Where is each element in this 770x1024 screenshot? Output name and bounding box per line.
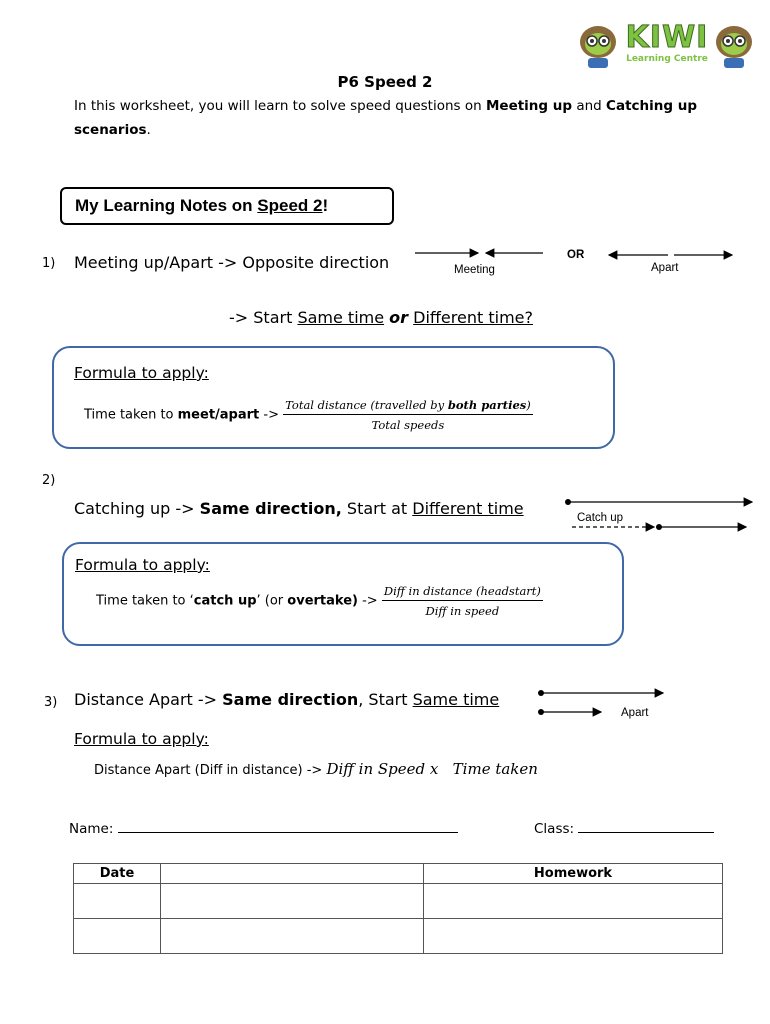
kiwi-logo bbox=[572, 20, 760, 72]
formula-title-3: Formula to apply: bbox=[74, 730, 209, 748]
formula3-prefix: Distance Apart (Diff in distance) -> bbox=[94, 763, 323, 778]
formula-2 bbox=[96, 584, 543, 618]
numerator1-a: Total distance (travelled by bbox=[285, 398, 448, 412]
section1-heading: Meeting up/Apart -> Opposite direction bbox=[74, 253, 390, 272]
s3-heading-prefix: Distance Apart -> bbox=[74, 690, 223, 709]
table-header-row bbox=[74, 864, 723, 884]
formula2-arrow: -> bbox=[357, 593, 378, 609]
apart-label: Apart bbox=[651, 262, 679, 274]
class-blank[interactable] bbox=[578, 832, 714, 833]
or-word: or bbox=[389, 308, 409, 327]
formula2-prefix: Time taken to ‘ bbox=[96, 593, 194, 609]
homework-table bbox=[73, 863, 723, 954]
subline-prefix: -> Start bbox=[229, 308, 298, 327]
s2-heading-bold: Same direction, bbox=[199, 499, 342, 518]
apart-label-2: Apart bbox=[621, 707, 649, 719]
table-cell[interactable] bbox=[161, 919, 424, 954]
name-label: Name: bbox=[69, 821, 114, 837]
fraction-1 bbox=[283, 398, 533, 432]
logo-text: KIWI bbox=[625, 20, 709, 55]
formula-title-1: Formula to apply: bbox=[74, 364, 209, 382]
table-cell[interactable] bbox=[74, 919, 161, 954]
table-header-date: Date bbox=[74, 864, 161, 884]
class-label: Class: bbox=[534, 821, 575, 837]
denominator2: Diff in speed bbox=[425, 604, 500, 618]
section1-number: 1) bbox=[42, 256, 56, 271]
table-row bbox=[74, 919, 723, 954]
distance-apart-arrows-icon bbox=[535, 686, 675, 720]
intro-middle: and bbox=[572, 98, 607, 114]
table-header-homework: Homework bbox=[424, 864, 723, 884]
denominator1: Total speeds bbox=[371, 418, 445, 432]
section2-number: 2) bbox=[42, 473, 56, 488]
section2-heading bbox=[74, 499, 524, 518]
table-cell[interactable] bbox=[424, 919, 723, 954]
page-title: P6 Speed 2 bbox=[337, 73, 433, 91]
meeting-label: Meeting bbox=[454, 264, 495, 276]
notes-underlined: Speed 2 bbox=[257, 196, 323, 215]
formula2-bold: catch up bbox=[193, 593, 257, 609]
fraction-2 bbox=[382, 584, 543, 618]
or-label: OR bbox=[567, 249, 585, 261]
logo-subtext: Learning Centre bbox=[626, 54, 708, 64]
formula-title-2: Formula to apply: bbox=[75, 556, 210, 574]
table-row bbox=[74, 884, 723, 919]
table-header-blank bbox=[161, 864, 424, 884]
s2-heading-mid: Start at bbox=[341, 499, 413, 518]
s3-heading-bold: Same direction bbox=[222, 690, 359, 709]
class-field[interactable] bbox=[534, 821, 714, 837]
section1-subline bbox=[229, 308, 533, 327]
table-cell[interactable] bbox=[74, 884, 161, 919]
intro-line2-bold: scenarios bbox=[74, 122, 147, 138]
learning-notes-heading bbox=[60, 187, 394, 225]
numerator1-bold: both parties bbox=[447, 398, 527, 412]
catch-up-label: Catch up bbox=[577, 512, 624, 524]
formula-1 bbox=[84, 398, 533, 432]
s3-heading-underlined: Same time bbox=[412, 690, 500, 709]
formula3-math: Diff in Speed x Time taken bbox=[326, 760, 538, 778]
table-cell[interactable] bbox=[424, 884, 723, 919]
formula2-bold2: overtake) bbox=[287, 593, 358, 609]
s2-heading-underlined: Different time bbox=[412, 499, 524, 518]
same-time-text: Same time bbox=[297, 308, 385, 327]
name-field[interactable] bbox=[69, 821, 458, 837]
table-cell[interactable] bbox=[161, 884, 424, 919]
s3-heading-mid: , Start bbox=[358, 690, 413, 709]
intro-prefix: In this worksheet, you will learn to solve speed questions on bbox=[74, 98, 486, 114]
formula-3 bbox=[94, 760, 538, 778]
numerator1-b: ) bbox=[526, 398, 531, 412]
name-blank[interactable] bbox=[118, 832, 458, 833]
intro-bold-meeting: Meeting up bbox=[485, 98, 573, 114]
s2-heading-prefix: Catching up -> bbox=[74, 499, 200, 518]
numerator2: Diff in distance (headstart) bbox=[382, 584, 543, 601]
different-time-text: Different time? bbox=[413, 308, 533, 327]
formula2-mid: ’ (or bbox=[256, 593, 288, 609]
section3-number: 3) bbox=[44, 695, 58, 710]
formula-box-1 bbox=[52, 346, 615, 449]
intro-bold-catching: Catching up bbox=[606, 98, 698, 114]
intro-line2-end: . bbox=[146, 122, 151, 138]
notes-suffix: ! bbox=[322, 196, 329, 215]
formula1-bold: meet/apart bbox=[177, 407, 260, 423]
intro-text bbox=[74, 94, 734, 142]
formula1-arrow: -> bbox=[259, 407, 279, 423]
notes-prefix: My Learning Notes on bbox=[75, 196, 258, 215]
formula1-prefix: Time taken to bbox=[84, 407, 178, 423]
section3-heading bbox=[74, 690, 499, 709]
formula-box-2 bbox=[62, 542, 624, 646]
